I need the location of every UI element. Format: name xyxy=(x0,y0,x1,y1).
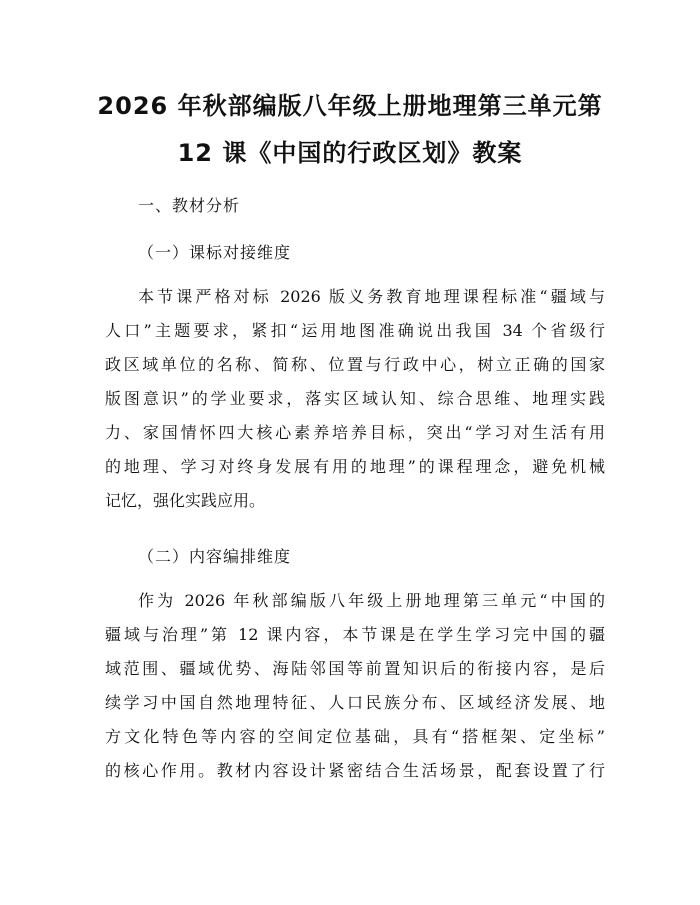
paragraph-line: 版图意识”的学业要求，落实区域认知、综合思维、地理实践 xyxy=(105,389,605,408)
paragraph-line: 的地理、学习对终身发展有用的地理”的课程理念，避免机械 xyxy=(105,457,605,476)
paragraph-line: 疆域与治理”第 12 课内容，本节课是在学生学习完中国的疆 xyxy=(105,625,605,644)
section-heading-textbook-analysis: 一、教材分析 xyxy=(138,196,241,215)
subsection-heading-content-arrangement: （二）内容编排维度 xyxy=(138,547,292,566)
document-title-line-2: 12 课《中国的行政区划》教案 xyxy=(177,139,523,167)
paragraph-line: 的核心作用。教材内容设计紧密结合生活场景，配套设置了行 xyxy=(105,761,605,780)
subsection-heading-curriculum-standard: （一）课标对接维度 xyxy=(138,243,292,262)
document-title-line-1: 2026 年秋部编版八年级上册地理第三单元第 xyxy=(97,92,603,120)
paragraph-curriculum-standard xyxy=(105,280,605,518)
paragraph-line: 政区域单位的名称、简称、位置与行政中心，树立正确的国家 xyxy=(105,355,605,374)
paragraph-line: 本节课严格对标 2026 版义务教育地理课程标准“疆域与 xyxy=(138,287,605,306)
paragraph-content-arrangement xyxy=(105,584,605,788)
paragraph-line: 续学习中国自然地理特征、人口民族分布、区域经济发展、地 xyxy=(105,693,605,712)
paragraph-line: 记忆，强化实践应用。 xyxy=(105,491,266,510)
paragraph-line: 方文化特色等内容的空间定位基础，具有“搭框架、定坐标” xyxy=(105,727,605,746)
paragraph-line: 作为 2026 年秋部编版八年级上册地理第三单元“中国的 xyxy=(138,591,605,610)
paragraph-line: 力、家国情怀四大核心素养培养目标，突出“学习对生活有用 xyxy=(105,423,605,442)
paragraph-line: 域范围、疆域优势、海陆邻国等前置知识后的衔接内容，是后 xyxy=(105,659,605,678)
paragraph-line: 人口”主题要求，紧扣“运用地图准确说出我国 34 个省级行 xyxy=(105,321,605,340)
